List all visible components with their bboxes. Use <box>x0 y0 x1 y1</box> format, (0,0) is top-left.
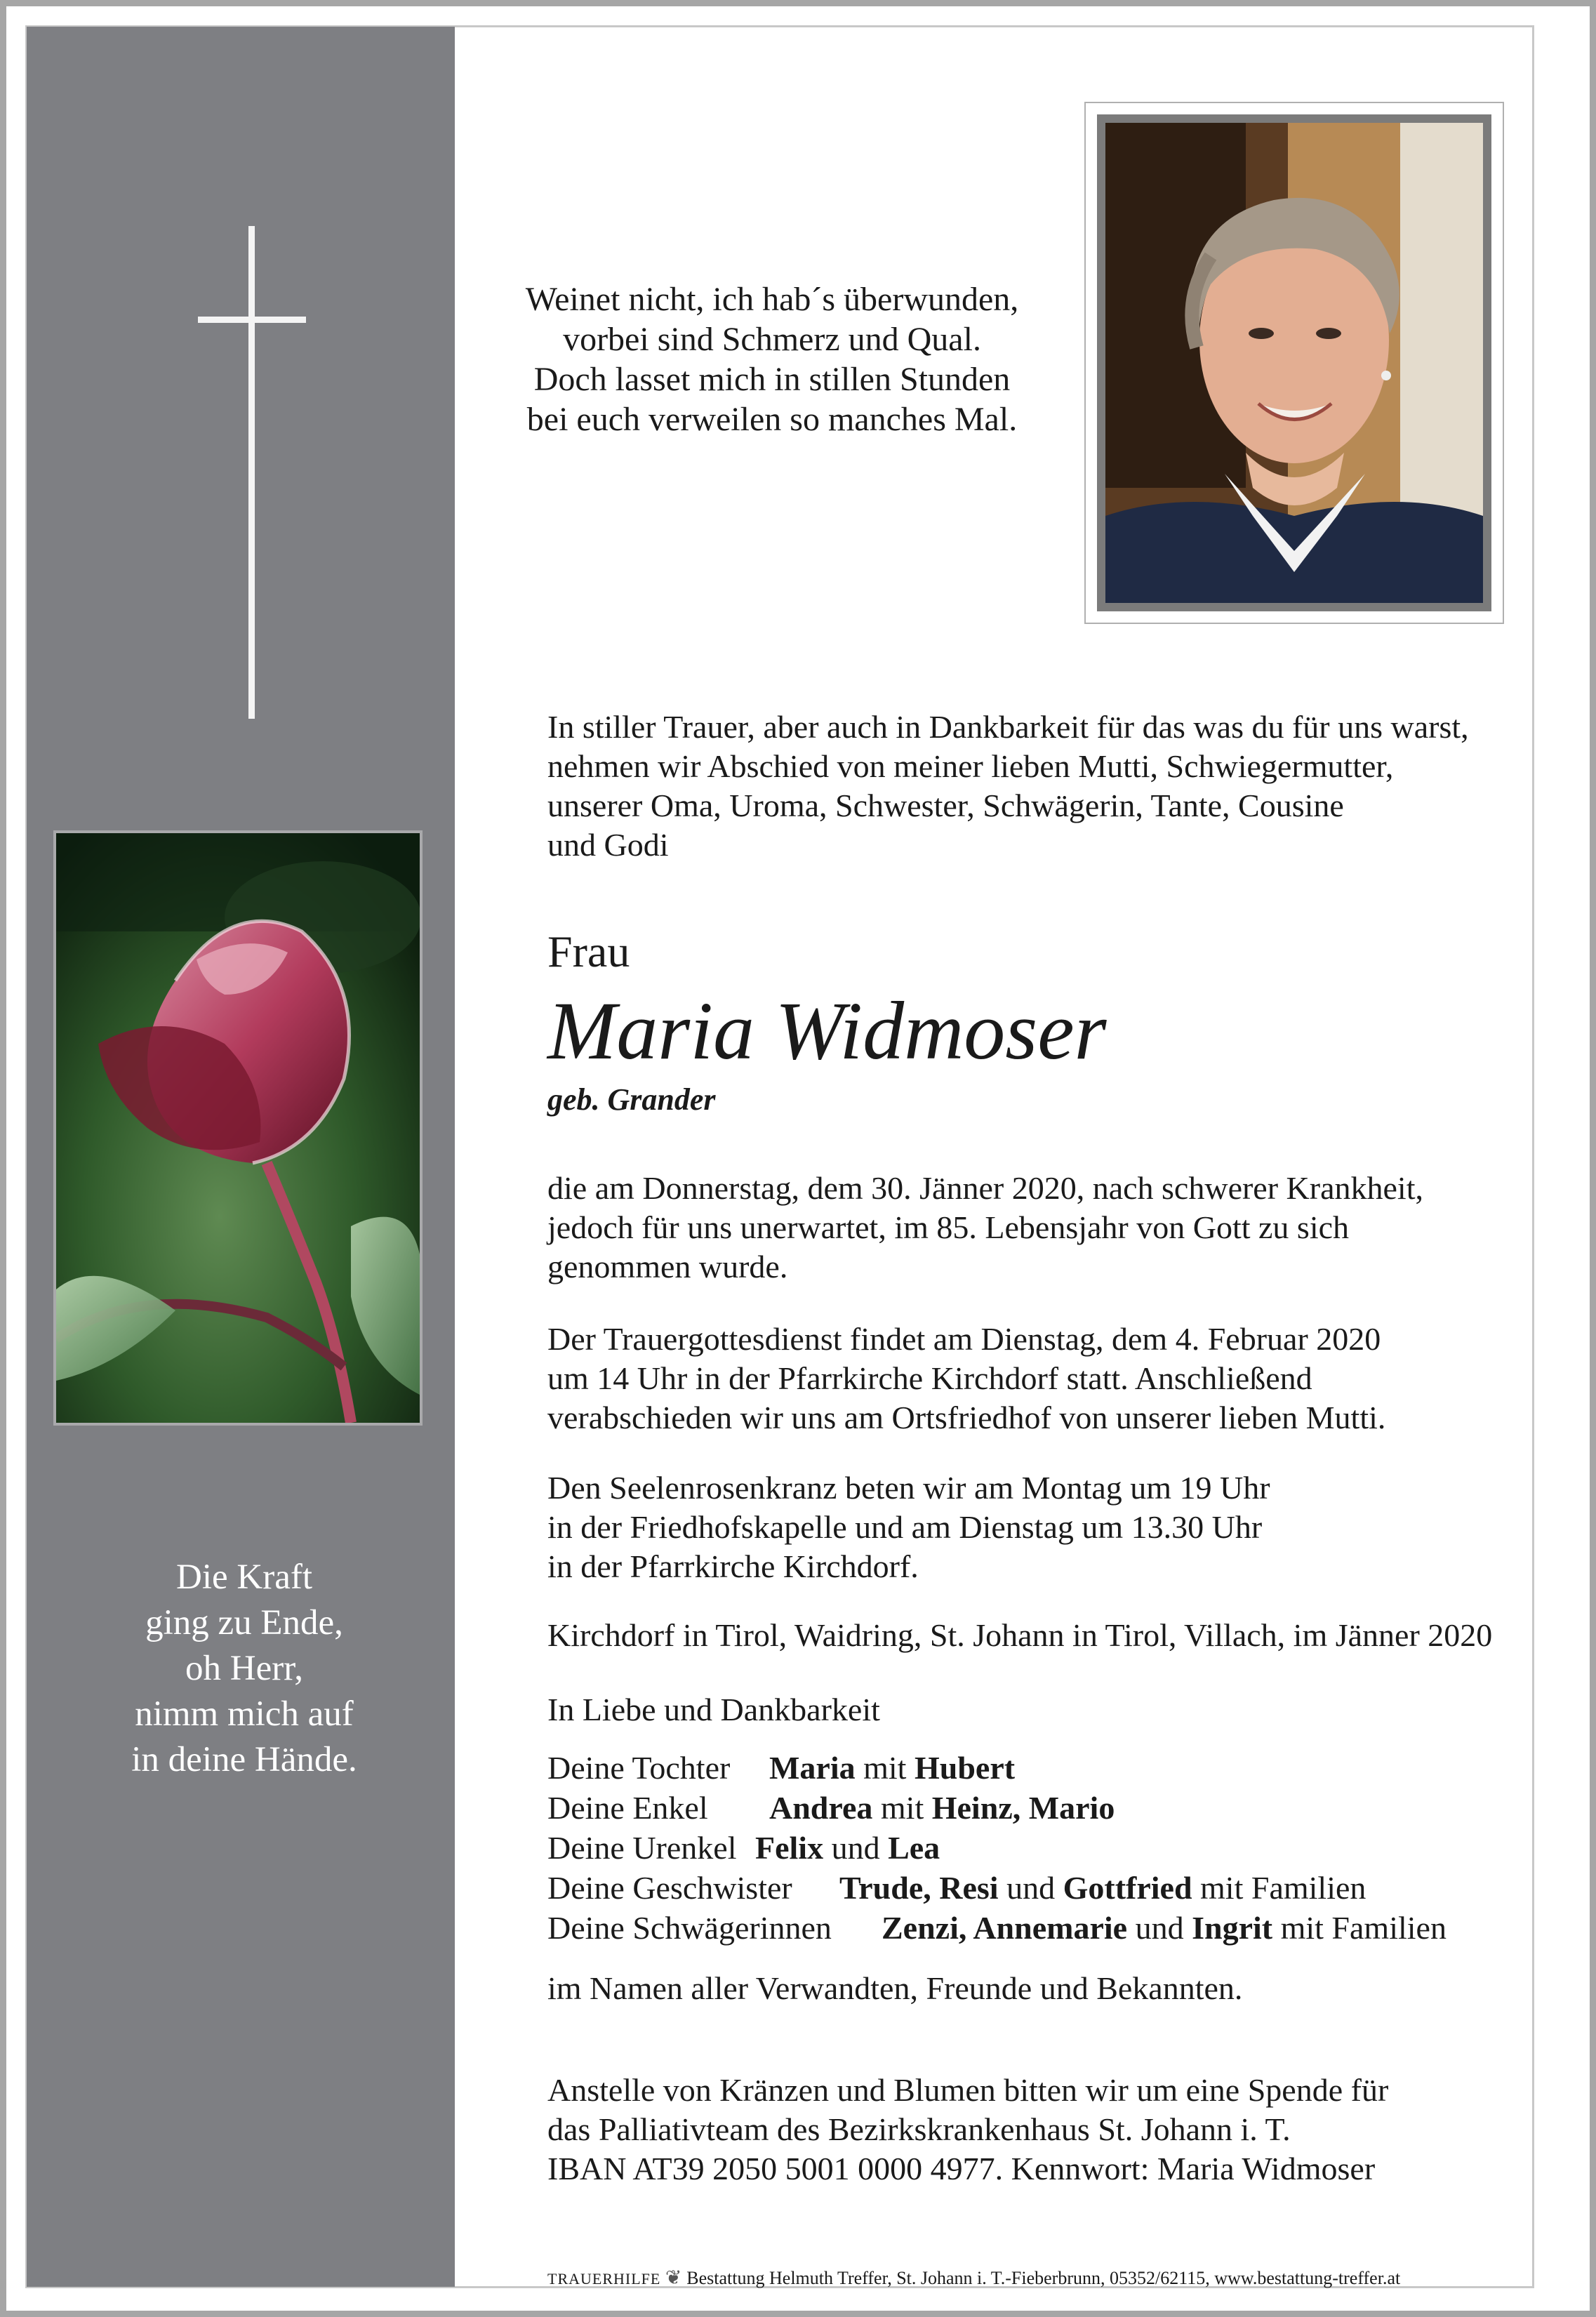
family-connector: und <box>1127 1910 1192 1946</box>
family-member-name: Gottfried <box>1063 1870 1192 1906</box>
family-connector: mit Familien <box>1272 1910 1447 1946</box>
family-member-name: Trude, Resi <box>839 1870 999 1906</box>
donation-line: das Palliativteam des Bezirkskrankenhaus St. Johann i. T. <box>547 2111 1291 2147</box>
place-date <box>547 1616 1492 1655</box>
intro-line: In stiller Trauer, aber auch in Dankbarkeit für das was du für uns warst, <box>547 709 1469 745</box>
salutation: Frau <box>547 927 630 976</box>
rose-icon <box>56 833 420 1423</box>
portrait-mat <box>1097 114 1491 611</box>
rosary-line: Den Seelenrosenkranz beten wir am Montag um 19 Uhr <box>547 1470 1270 1506</box>
verse-line: vorbei sind Schmerz und Qual. <box>563 321 981 358</box>
side-verse-line: in deine Hände. <box>131 1740 357 1779</box>
family-connector: mit <box>855 1750 915 1786</box>
family-member-name: Heinz, Mario <box>931 1790 1115 1826</box>
death-line: die am Donnerstag, dem 30. Jänner 2020, nach schwerer Krankheit, <box>547 1170 1423 1206</box>
family-names <box>839 1870 1366 1906</box>
verse <box>484 279 1060 439</box>
place-date-line: Kirchdorf in Tirol, Waidring, St. Johann in Tirol, Villach, im Jänner 2020 <box>547 1617 1493 1653</box>
family-member-name: Hubert <box>914 1750 1016 1786</box>
leaf-icon: ❦ <box>665 2267 687 2289</box>
love-line <box>547 1690 880 1730</box>
footer <box>547 2267 1400 2290</box>
service-info <box>547 1320 1385 1438</box>
death-line: jedoch für uns unerwartet, im 85. Lebensjahr von Gott zu sich <box>547 1209 1350 1245</box>
rose-image <box>53 830 423 1426</box>
footer-text: Bestattung Helmuth Treffer, St. Johann i. T.-Fieberbrunn, 05352/62115, www.bestattung-treffer.at <box>686 2268 1401 2288</box>
intro-text <box>547 708 1469 865</box>
family-member-name: Zenzi, Annemarie <box>882 1910 1128 1946</box>
family-list <box>547 1748 1447 1948</box>
cross-icon <box>248 226 255 719</box>
intro-line: nehmen wir Abschied von meiner lieben Mutti, Schwiegermutter, <box>547 748 1394 784</box>
family-connector: und <box>823 1830 889 1866</box>
birth-name: geb. Grander <box>547 1082 716 1117</box>
family-row <box>547 1908 1447 1948</box>
portrait-icon <box>1105 123 1483 603</box>
family-connector: mit <box>872 1790 932 1826</box>
family-member-name: Felix <box>755 1830 824 1866</box>
family-names <box>769 1750 1015 1786</box>
donation-line: IBAN AT39 2050 5001 0000 4977. Kennwort: Maria Widmoser <box>547 2151 1376 2186</box>
family-names <box>755 1830 940 1866</box>
family-role: Deine Urenkel <box>547 1830 737 1866</box>
side-verse-line: Die Kraft <box>176 1558 312 1597</box>
rosary-line: in der Pfarrkirche Kirchdorf. <box>547 1548 919 1584</box>
side-verse-line: oh Herr, <box>185 1649 303 1688</box>
verse-line: Doch lasset mich in stillen Stunden <box>533 361 1011 398</box>
verse-line: bei euch verweilen so manches Mal. <box>526 401 1018 438</box>
love-line-text: In Liebe und Dankbarkeit <box>547 1692 880 1727</box>
family-role: Deine Enkel <box>547 1790 708 1826</box>
family-connector: mit Familien <box>1192 1870 1366 1906</box>
intro-line: unserer Oma, Uroma, Schwester, Schwägerin, Tante, Cousine <box>547 788 1344 823</box>
family-member-name: Lea <box>888 1830 940 1866</box>
side-verse-line: ging zu Ende, <box>145 1603 343 1642</box>
portrait-photo <box>1105 123 1483 603</box>
family-row <box>547 1788 1447 1828</box>
service-line: verabschieden wir uns am Ortsfriedhof von unserer lieben Mutti. <box>547 1400 1386 1435</box>
verse-line: Weinet nicht, ich hab´s überwunden, <box>525 281 1019 318</box>
rosary-info <box>547 1468 1270 1586</box>
family-names <box>769 1790 1115 1826</box>
donation-info <box>547 2071 1388 2189</box>
deceased-name: Maria Widmoser <box>547 985 1107 1077</box>
death-line: genommen wurde. <box>547 1249 788 1284</box>
family-role: Deine Tochter <box>547 1750 731 1786</box>
footer-brand: TRAUERHILFE <box>547 2270 661 2288</box>
family-member-name: Maria <box>769 1750 856 1786</box>
family-role: Deine Schwägerinnen <box>547 1910 832 1946</box>
family-row <box>547 1868 1447 1908</box>
closing-line <box>547 1969 1242 2008</box>
side-verse-line: nimm mich auf <box>135 1694 354 1734</box>
side-verse <box>27 1555 462 1783</box>
family-row <box>547 1828 1447 1868</box>
donation-line: Anstelle von Kränzen und Blumen bitten wir um eine Spende für <box>547 2072 1389 2108</box>
death-notice <box>547 1169 1423 1287</box>
cross-icon-bar <box>198 317 306 323</box>
family-member-name: Andrea <box>769 1790 873 1826</box>
portrait-frame <box>1084 102 1504 624</box>
family-role: Deine Geschwister <box>547 1870 792 1906</box>
intro-line: und Godi <box>547 827 669 863</box>
family-connector: und <box>998 1870 1063 1906</box>
family-row <box>547 1748 1447 1788</box>
family-names <box>882 1910 1447 1946</box>
service-line: Der Trauergottesdienst findet am Dienstag, dem 4. Februar 2020 <box>547 1321 1381 1357</box>
rosary-line: in der Friedhofskapelle und am Dienstag um 13.30 Uhr <box>547 1509 1263 1545</box>
family-member-name: Ingrit <box>1192 1910 1273 1946</box>
closing-line-text: im Namen aller Verwandten, Freunde und Bekannten. <box>547 1970 1243 2006</box>
service-line: um 14 Uhr in der Pfarrkirche Kirchdorf statt. Anschließend <box>547 1360 1312 1396</box>
